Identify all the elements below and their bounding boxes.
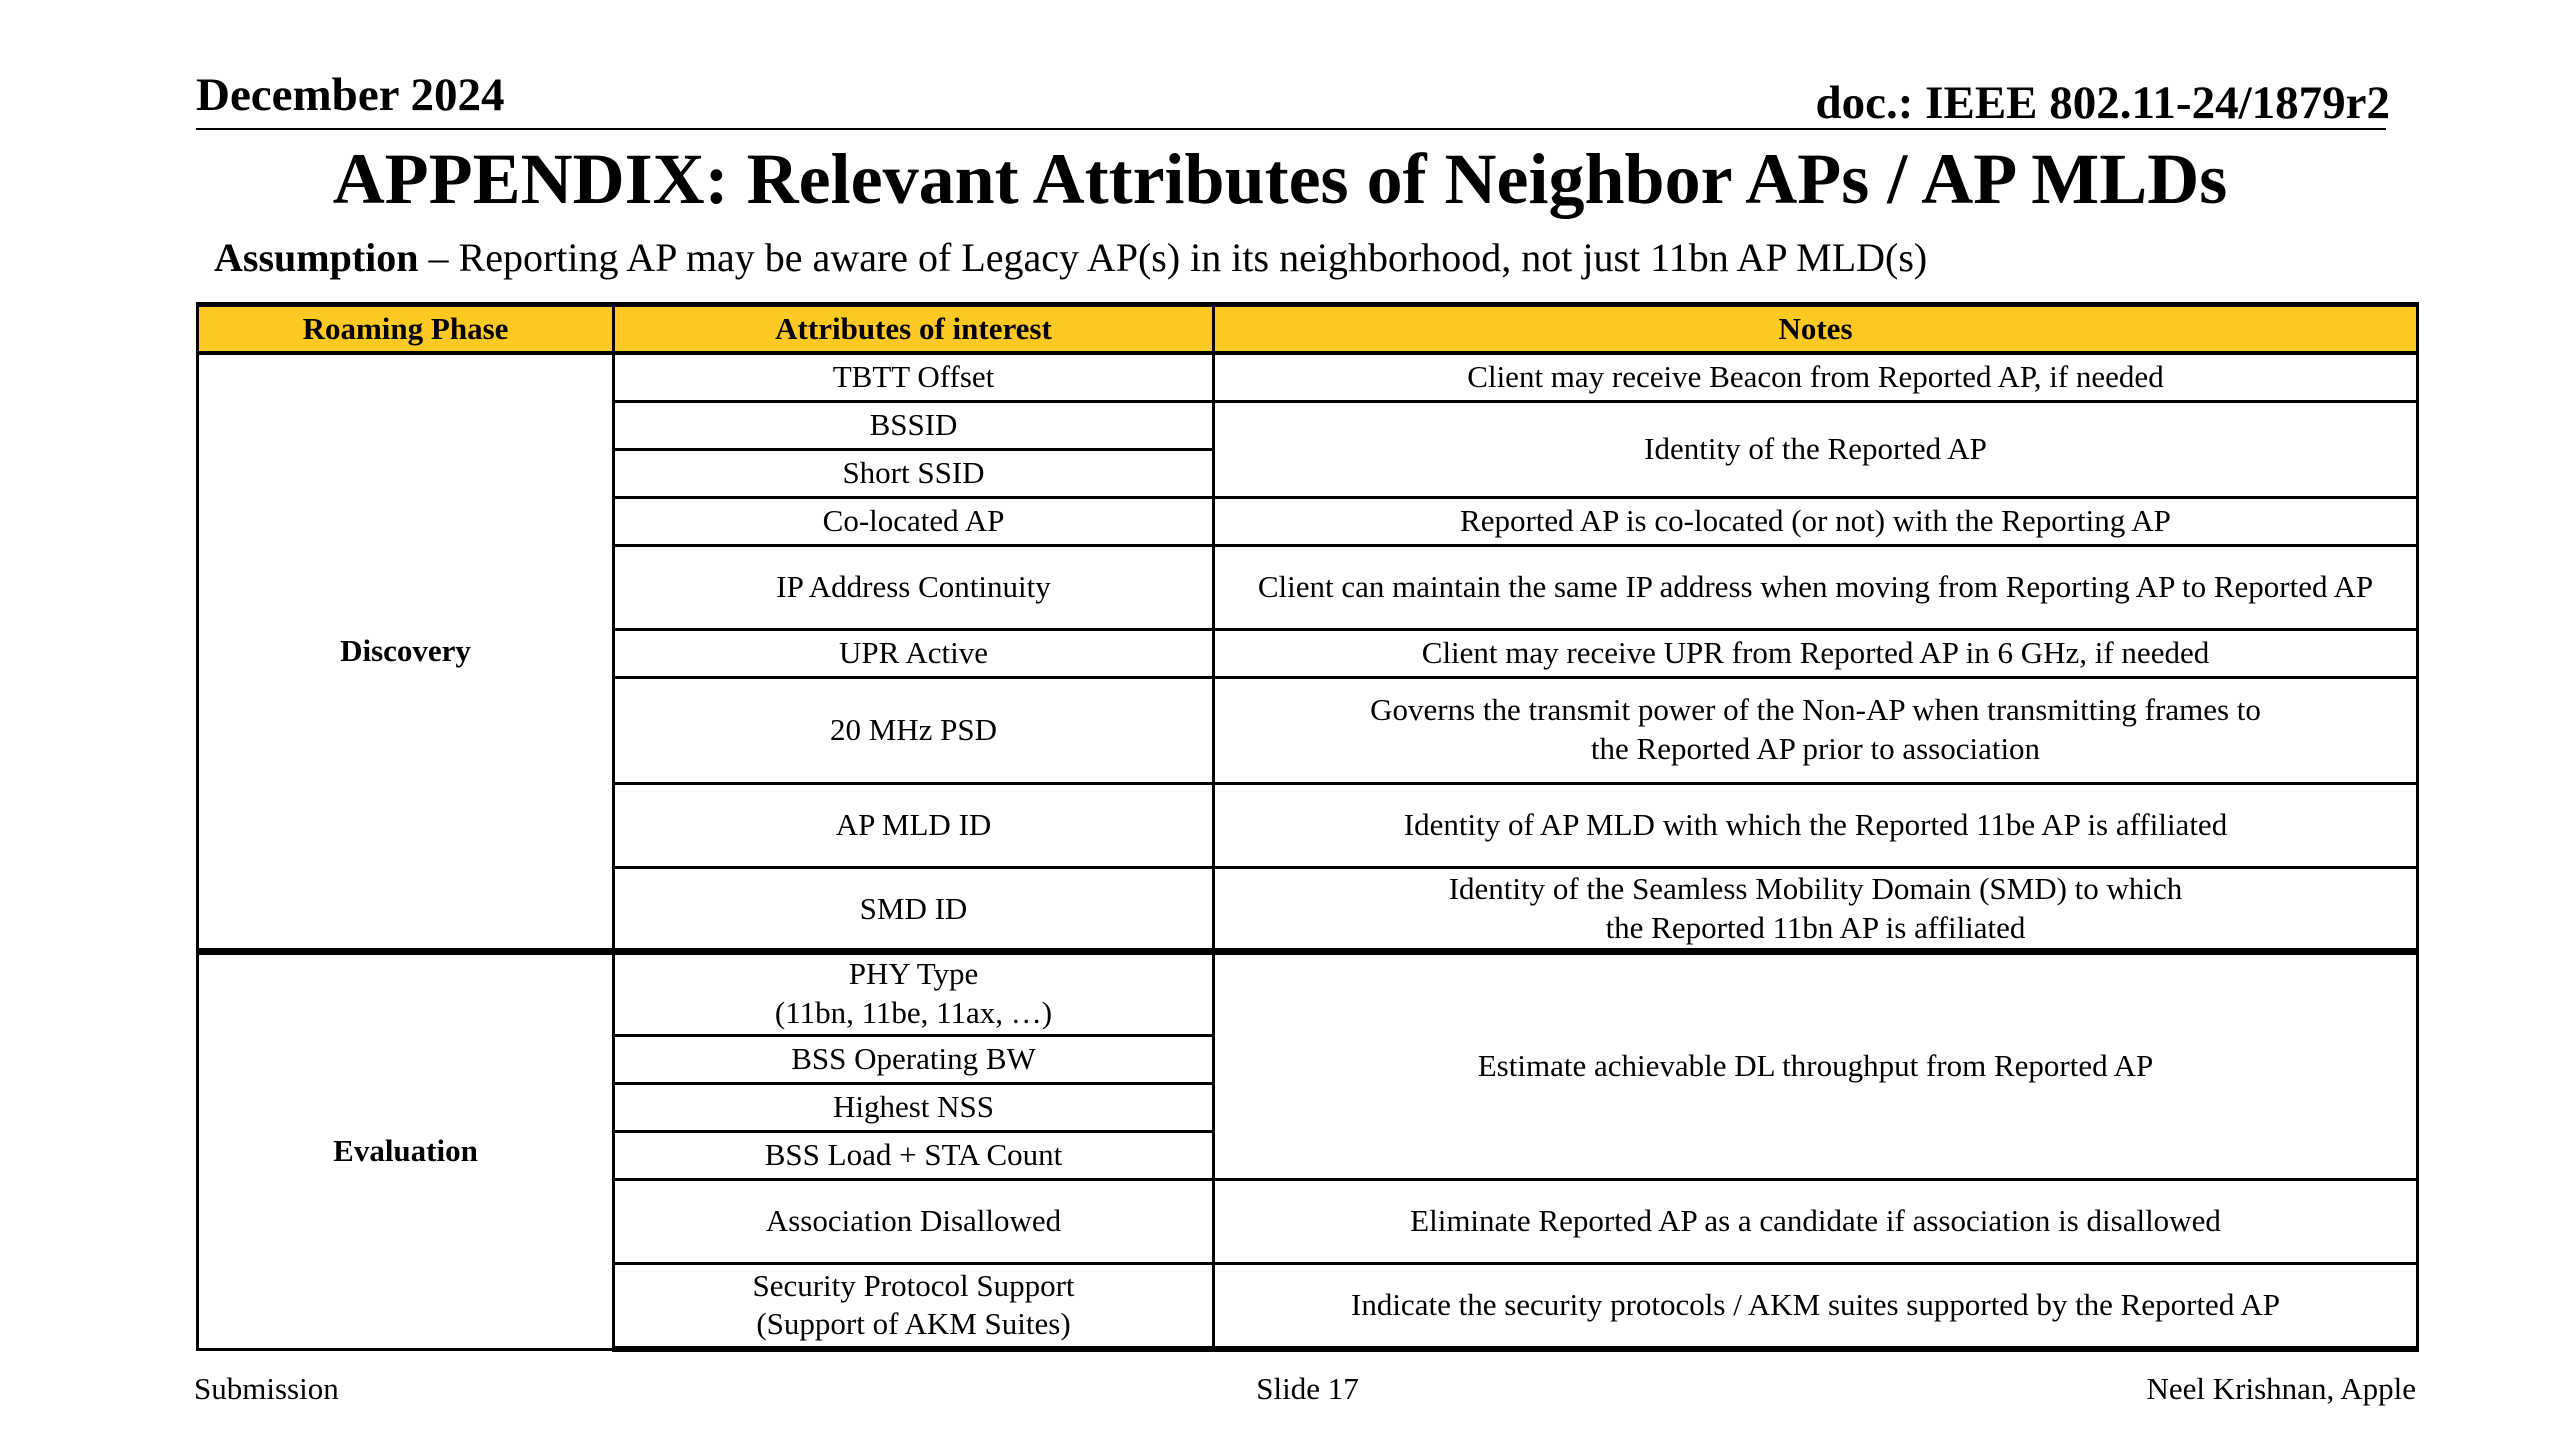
- footer-slide-number: Slide 17: [1256, 1371, 1359, 1406]
- note-upr-active: Client may receive UPR from Reported AP in 6 GHz, if needed: [1214, 629, 2418, 677]
- attr-highest-nss: Highest NSS: [614, 1083, 1214, 1131]
- note-assoc-disallowed: Eliminate Reported AP as a candidate if association is disallowed: [1214, 1179, 2418, 1263]
- phase-evaluation: Evaluation: [198, 951, 614, 1349]
- assumption-line: [214, 234, 1927, 282]
- attr-short-ssid: Short SSID: [614, 449, 1214, 497]
- note-co-located-ap: Reported AP is co-located (or not) with the Reporting AP: [1214, 497, 2418, 545]
- attr-phy-type: [614, 951, 1214, 1035]
- note-ip-continuity: Client can maintain the same IP address when moving from Reporting AP to Reported AP: [1214, 545, 2418, 629]
- phase-discovery: Discovery: [198, 353, 614, 951]
- attr-security-line2: (Support of AKM Suites): [756, 1306, 1071, 1342]
- note-smd-line1: Identity of the Seamless Mobility Domain (SMD) to which: [1448, 871, 2183, 907]
- header-date: December 2024: [196, 69, 505, 121]
- attr-bss-load: BSS Load + STA Count: [614, 1131, 1214, 1179]
- note-throughput: Estimate achievable DL throughput from Reported AP: [1214, 951, 2418, 1179]
- header-divider: [196, 128, 2386, 130]
- attr-upr-active: UPR Active: [614, 629, 1214, 677]
- header-roaming-phase: Roaming Phase: [198, 305, 614, 354]
- slide-title: APPENDIX: Relevant Attributes of Neighbor APs / AP MLDs: [332, 139, 2228, 219]
- note-smd: [1214, 867, 2418, 951]
- attr-bss-operating-bw: BSS Operating BW: [614, 1035, 1214, 1083]
- note-identity: Identity of the Reported AP: [1214, 401, 2418, 497]
- footer-author: Neel Krishnan, Apple: [2146, 1371, 2416, 1406]
- attr-bssid: BSSID: [614, 401, 1214, 449]
- note-smd-line2: the Reported 11bn AP is affiliated: [1605, 910, 2026, 945]
- table-row: [198, 951, 2418, 1035]
- attributes-table: [196, 302, 2419, 1352]
- footer-submission: Submission: [194, 1371, 339, 1406]
- table-row: [198, 353, 2418, 401]
- note-psd-line1: Governs the transmit power of the Non-AP when transmitting frames to: [1370, 692, 2261, 728]
- attr-security: [614, 1263, 1214, 1349]
- attr-phy-type-line2: (11bn, 11be, 11ax, …): [774, 995, 1053, 1030]
- note-tbtt-offset: Client may receive Beacon from Reported AP, if needed: [1214, 353, 2418, 401]
- header-doc-id: doc.: IEEE 802.11-24/1879r2: [1815, 77, 2390, 129]
- attr-assoc-disallowed: Association Disallowed: [614, 1179, 1214, 1263]
- attr-phy-type-line1: PHY Type: [848, 956, 979, 992]
- table-header-row: [198, 305, 2418, 354]
- attr-ip-continuity: IP Address Continuity: [614, 545, 1214, 629]
- attr-co-located-ap: Co-located AP: [614, 497, 1214, 545]
- attr-tbtt-offset: TBTT Offset: [614, 353, 1214, 401]
- note-ap-mld-id: Identity of AP MLD with which the Reported 11be AP is affiliated: [1214, 783, 2418, 867]
- attr-ap-mld-id: AP MLD ID: [614, 783, 1214, 867]
- header-notes: Notes: [1214, 305, 2418, 354]
- note-psd: [1214, 677, 2418, 783]
- note-psd-line2: the Reported AP prior to association: [1590, 731, 2041, 766]
- header-attributes: Attributes of interest: [614, 305, 1214, 354]
- attr-20mhz-psd: 20 MHz PSD: [614, 677, 1214, 783]
- attr-security-line1: Security Protocol Support: [752, 1267, 1075, 1303]
- note-security: Indicate the security protocols / AKM suites supported by the Reported AP: [1214, 1263, 2418, 1349]
- assumption-label: Assumption: [214, 235, 419, 280]
- attr-smd-id: SMD ID: [614, 867, 1214, 951]
- assumption-text: – Reporting AP may be aware of Legacy AP(s) in its neighborhood, not just 11bn AP MLD(s): [418, 235, 1928, 280]
